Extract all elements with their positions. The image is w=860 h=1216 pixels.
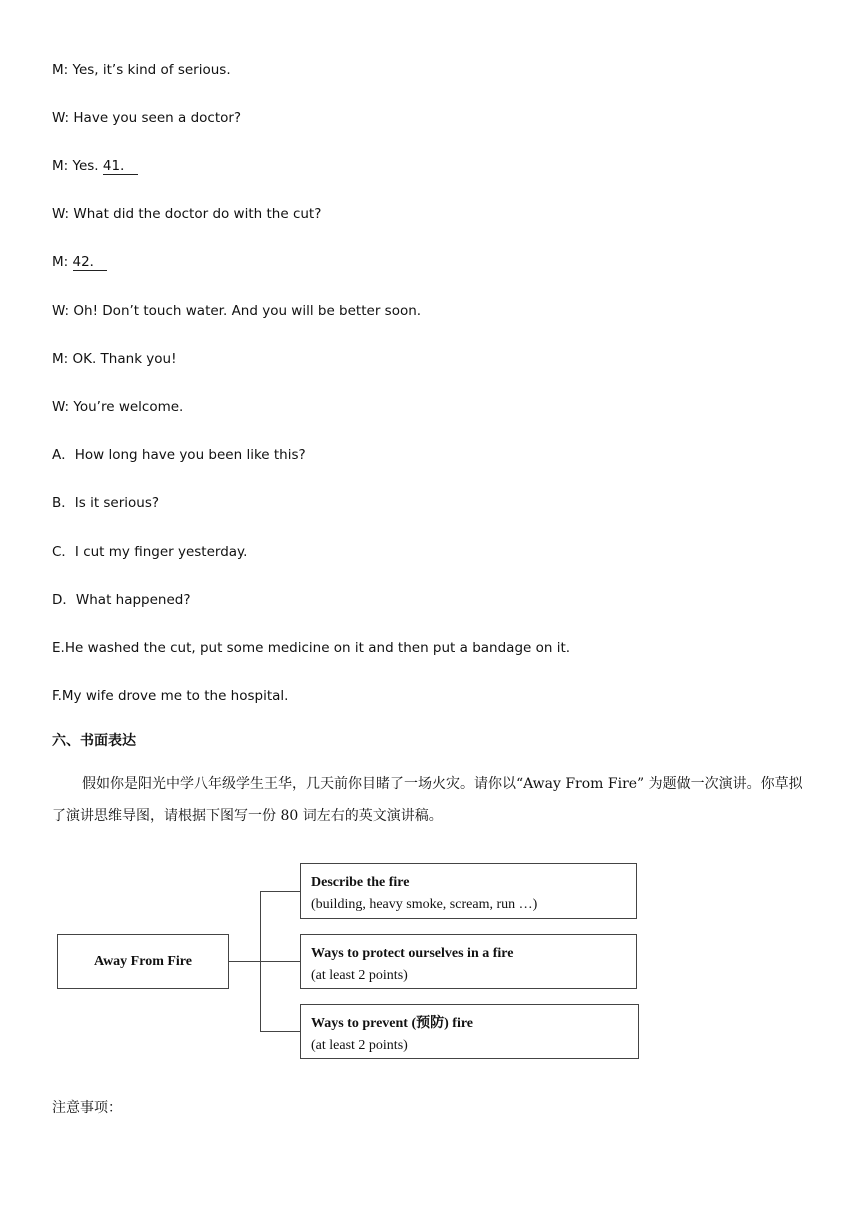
mindmap-root [57,934,229,989]
dialogue-line [52,302,421,320]
speaker: W: [52,303,70,319]
speaker: M: [52,351,69,367]
dialogue-text: OK. Thank you! [72,351,177,367]
dialogue-line [52,398,183,416]
mindmap-node-describe [300,863,637,919]
option-a: A．How long have you been like this? [52,447,306,463]
speaker: W: [52,110,70,126]
answer-blank-41[interactable]: 41． [103,158,138,175]
answer-blank-42[interactable]: 42． [73,254,108,271]
option-c: C．I cut my finger yesterday. [52,544,248,560]
writing-prompt: 假如你是阳光中学八年级学生王华，几天前你目睹了一场火灾。请你以“Away From Fire” 为题做一次演讲。你草拟了演讲思维导图，请根据下图写一份 80 词左右的英文演讲稿。 [52,776,803,824]
node-detail: (at least 2 points) [311,968,408,983]
speaker: M: [52,158,69,174]
dialogue-line [52,253,107,271]
node-detail: (building, heavy smoke, scream, run …) [311,897,538,912]
dialogue-text: What did the doctor do with the cut? [73,206,322,222]
speaker: M: [52,62,69,78]
option-f: F.My wife drove me to the hospital. [52,688,289,704]
option-d: D．What happened? [52,592,191,608]
dialogue-line [52,157,138,175]
mindmap-root-label: Away From Fire [94,953,192,969]
notes-label: 注意事项： [52,1100,122,1116]
speaker: W: [52,399,70,415]
node-title: Ways to protect ourselves in a fire [311,946,514,961]
dialogue-text: Have you seen a doctor? [73,110,242,126]
connector-horizontal-root [229,961,260,962]
mindmap-node-protect [300,934,637,989]
speaker: W: [52,206,70,222]
connector-branch-2 [260,961,300,962]
option-b: B．Is it serious? [52,495,160,511]
dialogue-text: Yes. [72,158,99,174]
dialogue-text: Yes, it’s kind of serious. [72,62,231,78]
speaker: M: [52,254,69,270]
dialogue-line [52,61,231,79]
dialogue-line [52,350,177,368]
connector-branch-1 [260,891,300,892]
node-title: Ways to prevent (预防) fire [311,1016,474,1031]
section-heading: 六、书面表达 [52,733,136,749]
dialogue-line [52,205,321,223]
dialogue-text: Oh! Don’t touch water. And you will be better soon. [73,303,422,319]
node-title: Describe the fire [311,875,410,890]
dialogue-text: You’re welcome. [73,399,184,415]
connector-branch-3 [260,1031,300,1032]
option-e: E.He washed the cut, put some medicine on it and then put a bandage on it. [52,640,571,656]
dialogue-line [52,109,241,127]
node-detail: (at least 2 points) [311,1038,408,1053]
mindmap-node-prevent [300,1004,639,1059]
